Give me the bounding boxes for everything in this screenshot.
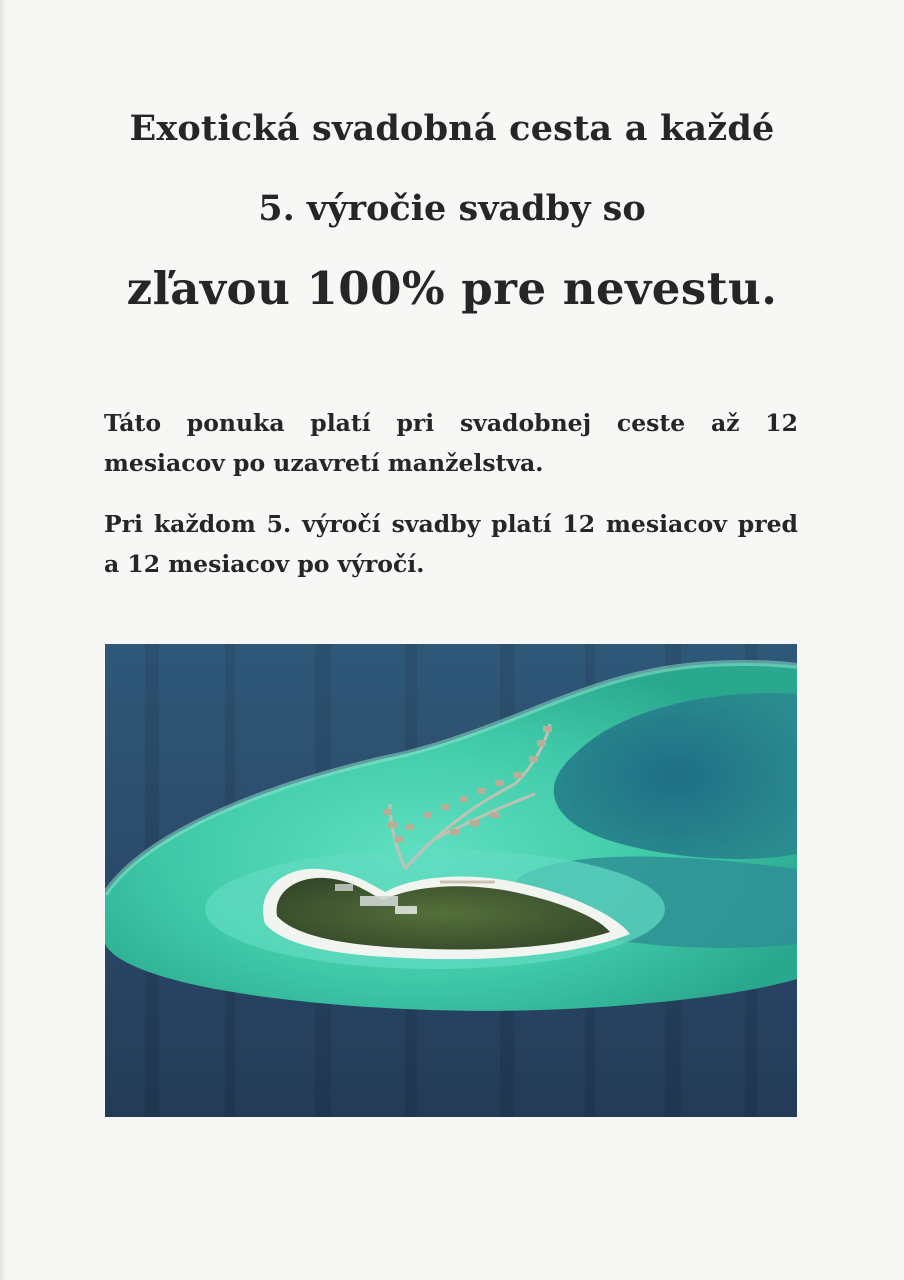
headline-line-1: Exotická svadobná cesta a každé <box>129 108 775 149</box>
headline-line-3: zľavou 100% pre nevestu. <box>126 262 778 315</box>
offer-paragraph-anniversary: Pri každom 5. výročí svadby platí 12 mesiacov pred a 12 mesiacov po výročí. <box>104 510 798 578</box>
heart-island-photo <box>105 644 797 1117</box>
offer-paragraph-honeymoon: Táto ponuka platí pri svadobnej ceste až 12 mesiacov po uzavretí manželstva. <box>104 409 798 477</box>
headline-line-2: 5. výročie svadby so <box>258 188 646 229</box>
